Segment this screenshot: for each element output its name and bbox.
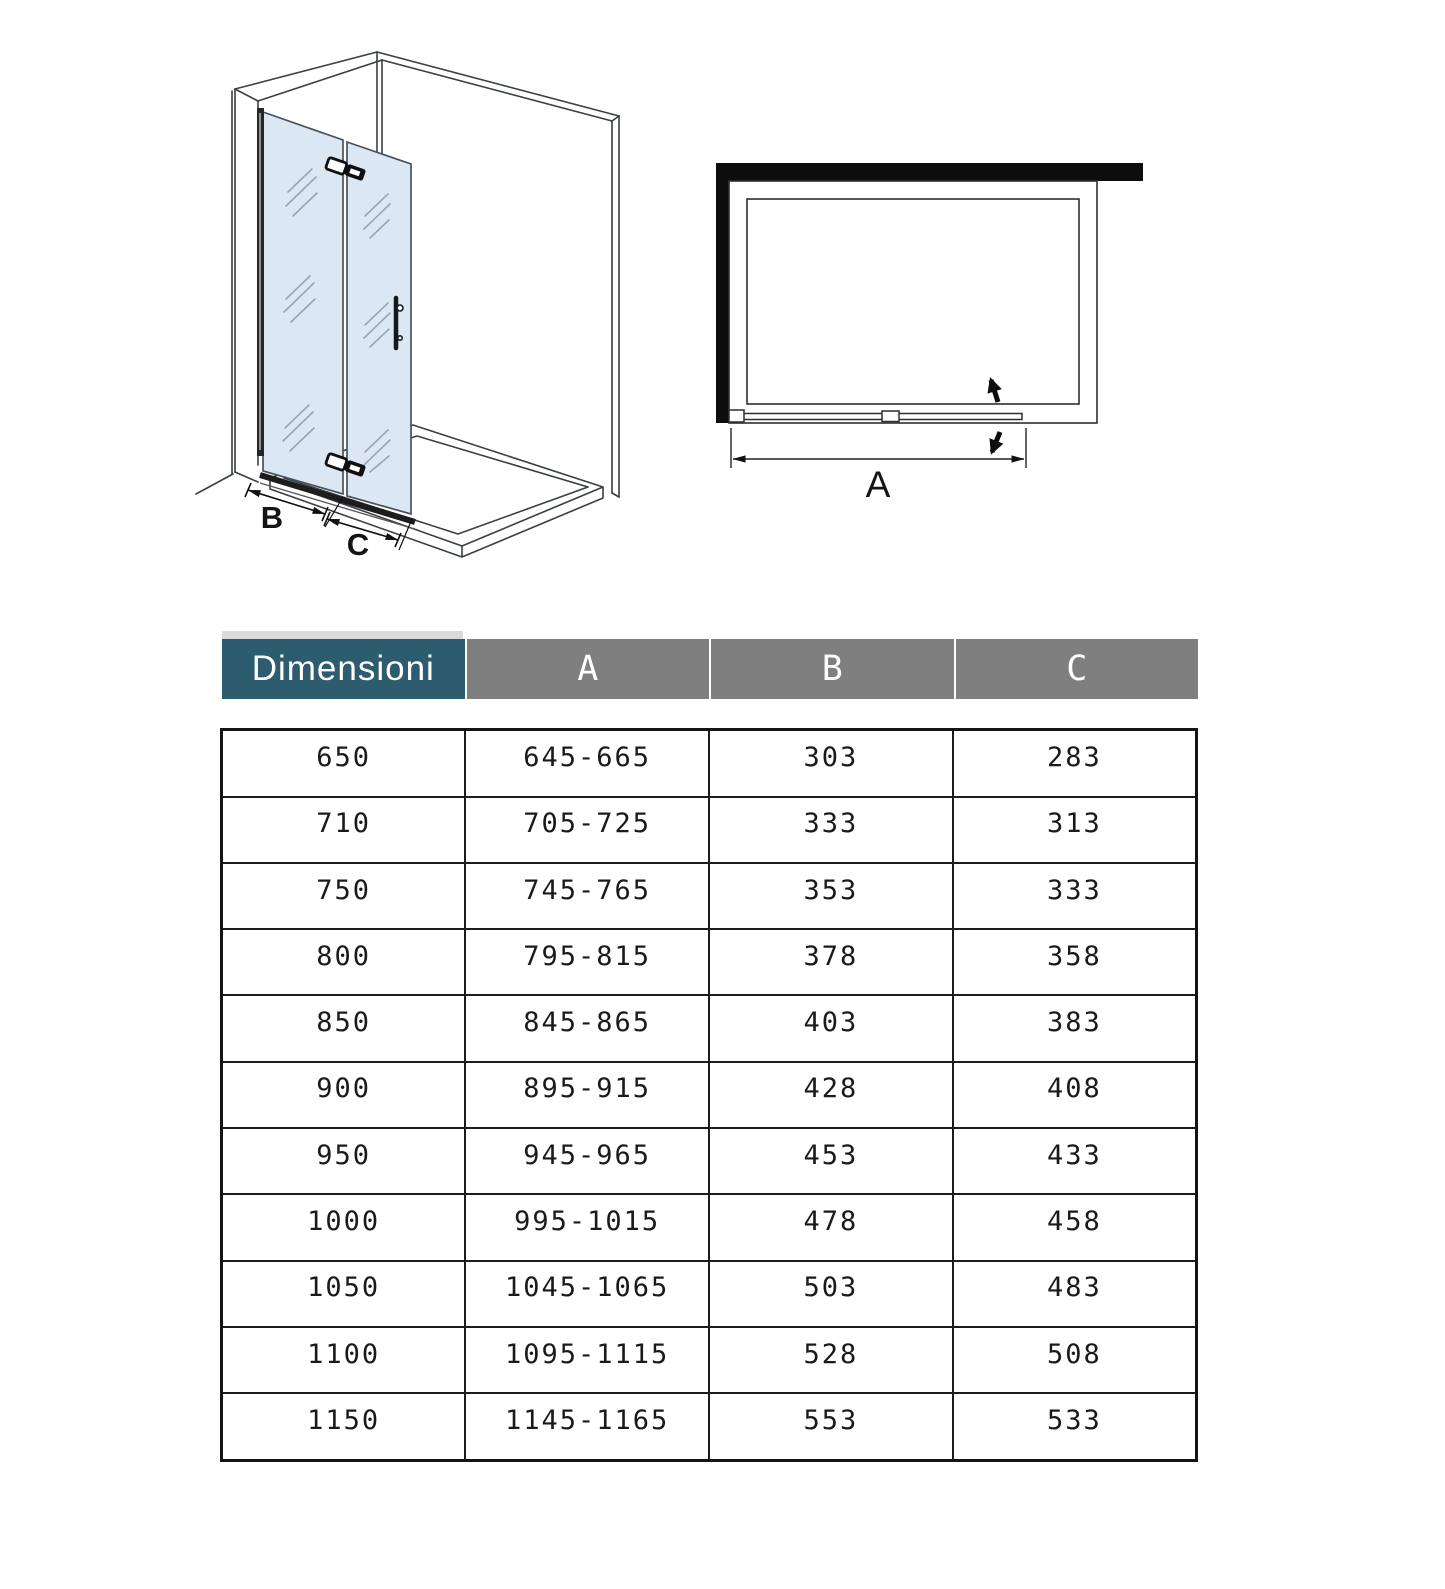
table-row	[222, 797, 1197, 863]
table-cell: 845-865	[465, 995, 709, 1061]
table-cell: 533	[953, 1393, 1197, 1460]
table-cell: 478	[709, 1194, 953, 1260]
table-cell: 900	[222, 1062, 466, 1128]
table-cell: 508	[953, 1327, 1197, 1393]
swing-arrow-down	[992, 432, 1000, 452]
table-cell: 458	[953, 1194, 1197, 1260]
dimension-label-b: B	[260, 500, 284, 535]
table-cell: 358	[953, 929, 1197, 995]
dimensions-table-body	[222, 730, 1197, 1461]
table-row	[222, 929, 1197, 995]
table-row	[222, 1062, 1197, 1128]
dimension-label-a: A	[865, 464, 891, 505]
table-cell: 403	[709, 995, 953, 1061]
header-cell-a: A	[467, 639, 710, 699]
header-cell-dimensioni: Dimensioni	[222, 639, 465, 699]
table-cell: 750	[222, 863, 466, 929]
table-row	[222, 1128, 1197, 1194]
table-cell: 333	[953, 863, 1197, 929]
table-cell: 503	[709, 1261, 953, 1327]
shower-door-isometric-diagram	[160, 20, 690, 600]
table-cell: 283	[953, 730, 1197, 797]
table-cell: 995-1015	[465, 1194, 709, 1260]
plan-door-glass	[729, 410, 1022, 422]
header-cell-c: C	[956, 639, 1199, 699]
table-cell: 705-725	[465, 797, 709, 863]
table-cell: 650	[222, 730, 466, 797]
table-cell: 303	[709, 730, 953, 797]
table-cell: 1050	[222, 1261, 466, 1327]
table-cell: 433	[953, 1128, 1197, 1194]
table-cell: 428	[709, 1062, 953, 1128]
table-cell: 745-765	[465, 863, 709, 929]
table-row	[222, 1327, 1197, 1393]
table-row	[222, 1194, 1197, 1260]
table-cell: 1145-1165	[465, 1393, 709, 1460]
dimensions-table-header	[222, 639, 1198, 699]
dimensions-table	[220, 728, 1198, 1462]
table-cell: 1000	[222, 1194, 466, 1260]
table-cell: 553	[709, 1393, 953, 1460]
table-row	[222, 1261, 1197, 1327]
table-cell: 645-665	[465, 730, 709, 797]
table-cell: 378	[709, 929, 953, 995]
table-cell: 795-815	[465, 929, 709, 995]
table-cell: 483	[953, 1261, 1197, 1327]
table-cell: 1045-1065	[465, 1261, 709, 1327]
table-cell: 1100	[222, 1327, 466, 1393]
table-cell: 313	[953, 797, 1197, 863]
table-cell: 408	[953, 1062, 1197, 1128]
table-cell: 850	[222, 995, 466, 1061]
table-cell: 353	[709, 863, 953, 929]
header-cell-b: B	[711, 639, 954, 699]
glass-panel-right	[347, 142, 411, 514]
table-cell: 333	[709, 797, 953, 863]
table-row	[222, 995, 1197, 1061]
table-cell: 895-915	[465, 1062, 709, 1128]
table-cell: 1095-1115	[465, 1327, 709, 1393]
table-cell: 945-965	[465, 1128, 709, 1194]
table-row	[222, 1393, 1197, 1460]
dimension-label-c: C	[346, 527, 370, 562]
swing-arrow-up	[991, 380, 998, 402]
table-cell: 453	[709, 1128, 953, 1194]
table-cell: 383	[953, 995, 1197, 1061]
table-cell: 1150	[222, 1393, 466, 1460]
table-row	[222, 730, 1197, 797]
door-frame-profile	[257, 108, 264, 456]
dimension-arrow-a	[731, 428, 1026, 468]
table-cell: 950	[222, 1128, 466, 1194]
shower-plan-view-diagram	[700, 140, 1170, 510]
table-cell: 710	[222, 797, 466, 863]
table-cell: 528	[709, 1327, 953, 1393]
plan-tray-outline	[729, 181, 1097, 423]
table-cell: 800	[222, 929, 466, 995]
table-row	[222, 863, 1197, 929]
